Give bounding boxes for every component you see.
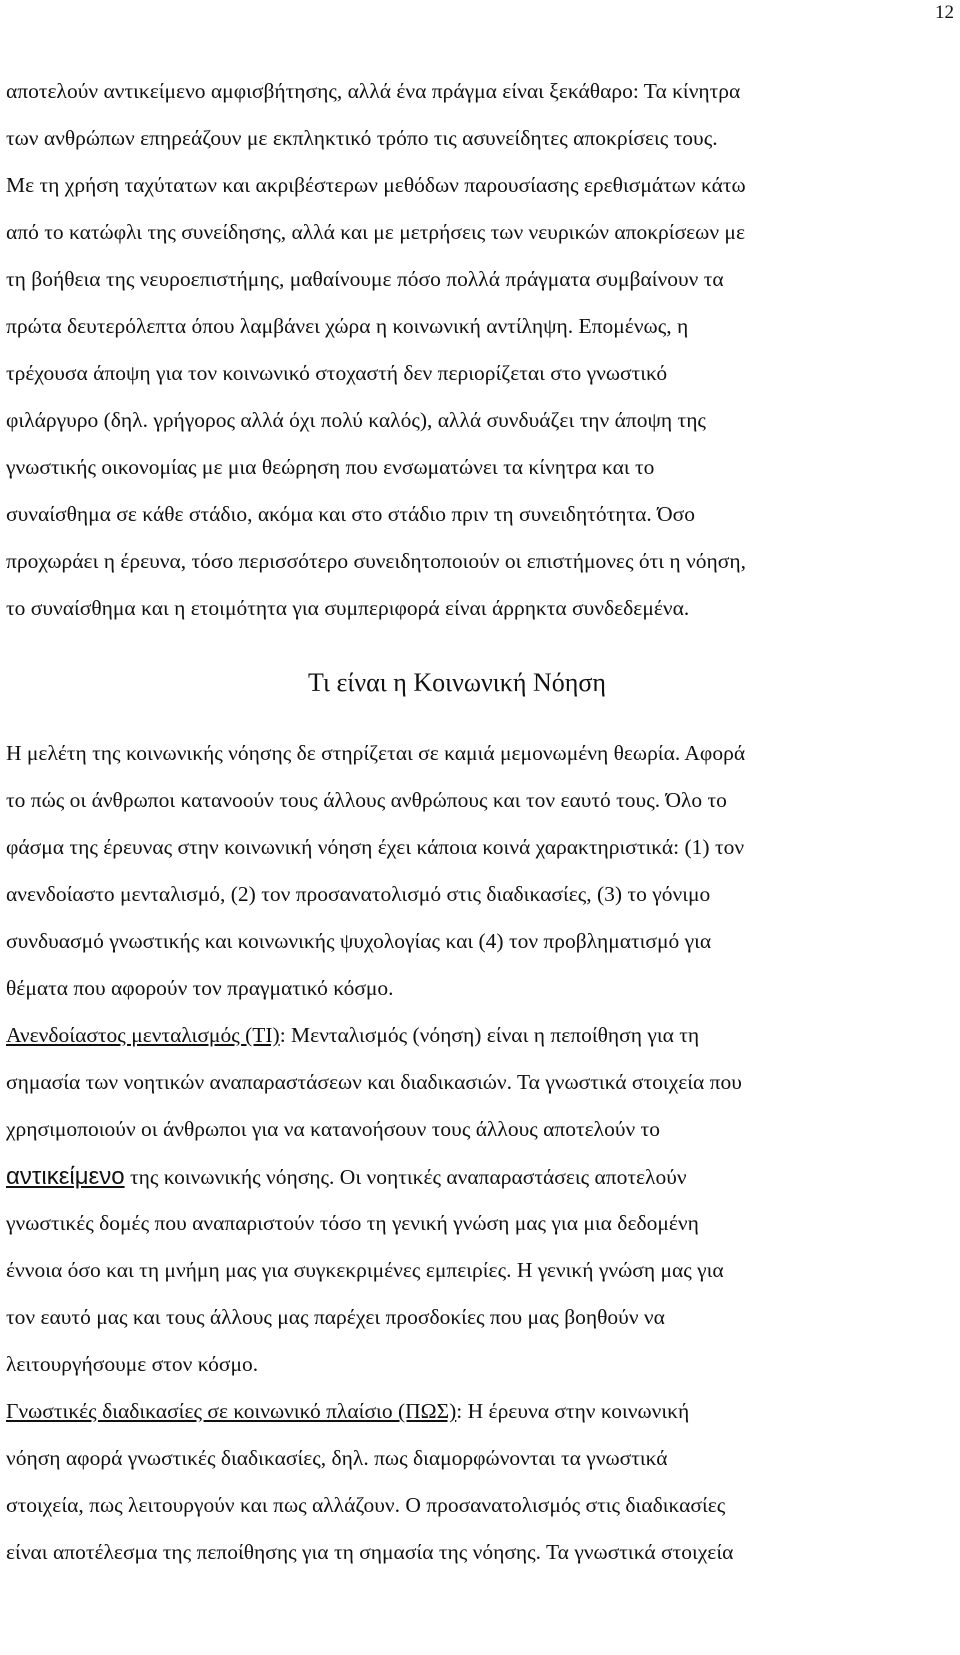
- text-line: γνωστικής οικονομίας με μια θεώρηση που ενσωματώνει τα κίνητρα και το: [6, 455, 655, 479]
- text-line: συνδυασμό γνωστικής και κοινωνικής ψυχολογίας και (4) τον προβληματισμό για: [6, 929, 712, 953]
- text-line: τη βοήθεια της νευροεπιστήμης, μαθαίνουμε πόσο πολλά πράγματα συμβαίνουν τα: [6, 267, 724, 291]
- text-line: σημασία των νοητικών αναπαραστάσεων και διαδικασιών. Τα γνωστικά στοιχεία που: [6, 1070, 742, 1094]
- text-line: πρώτα δευτερόλεπτα όπου λαμβάνει χώρα η κοινωνική αντίληψη. Επομένως, η: [6, 314, 689, 338]
- text-line: γνωστικές δομές που αναπαριστούν τόσο τη γενική γνώση μας για μια δεδομένη: [6, 1211, 699, 1235]
- text-line: φάσμα της έρευνας στην κοινωνική νόηση έχει κάποια κοινά χαρακτηριστικά: (1) τον: [6, 835, 745, 859]
- text-line: τρέχουσα άποψη για τον κοινωνικό στοχαστή δεν περιορίζεται στο γνωστικό: [6, 361, 668, 385]
- text-line: [6, 1153, 908, 1200]
- term-cognitive-processes: Γνωστικές διαδικασίες σε κοινωνικό πλαίσιο (ΠΩΣ): [6, 1399, 457, 1423]
- text-line: [6, 1388, 908, 1435]
- text-span: : Μενταλισμός (νόηση) είναι η πεποίθηση για τη: [279, 1023, 700, 1047]
- term-mentalism: Ανενδοίαστος μενταλισμός (ΤΙ): [6, 1023, 280, 1047]
- paragraph-cognitive-processes: [6, 1388, 908, 1576]
- text-span: της κοινωνικής νόησης. Οι νοητικές αναπαραστάσεις αποτελούν: [124, 1165, 687, 1189]
- text-line: λειτουργήσουμε στον κόσμο.: [6, 1352, 259, 1376]
- document-body: [6, 68, 908, 1576]
- text-line: ανενδοίαστο μενταλισμό, (2) τον προσανατολισμό στις διαδικασίες, (3) το γόνιμο: [6, 882, 711, 906]
- page-number: 12: [935, 2, 954, 23]
- text-line: νόηση αφορά γνωστικές διαδικασίες, δηλ. πως διαμορφώνονται τα γνωστικά: [6, 1446, 668, 1470]
- text-line: στοιχεία, πως λειτουργούν και πως αλλάζουν. Ο προσανατολισμός στις διαδικασίες: [6, 1493, 726, 1517]
- text-line: χρησιμοποιούν οι άνθρωποι για να κατανοήσουν τους άλλους αποτελούν το: [6, 1117, 660, 1141]
- paragraph-motives: [6, 68, 908, 632]
- text-line: το συναίσθημα και η ετοιμότητα για συμπεριφορά είναι άρρηκτα συνδεδεμένα.: [6, 596, 690, 620]
- text-line: είναι αποτέλεσμα της πεποίθησης για τη σημασία της νόησης. Τα γνωστικά στοιχεία: [6, 1540, 734, 1564]
- text-line: φιλάργυρο (δηλ. γρήγορος αλλά όχι πολύ καλός), αλλά συνδυάζει την άποψη της: [6, 408, 706, 432]
- text-line: [6, 1012, 908, 1059]
- object-link[interactable]: αντικείμενο: [6, 1163, 125, 1190]
- paragraph-social-cognition: [6, 730, 908, 1012]
- text-line: αποτελούν αντικείμενο αμφισβήτησης, αλλά ένα πράγμα είναι ξεκάθαρο: Τα κίνητρα: [6, 79, 741, 103]
- text-line: προχωράει η έρευνα, τόσο περισσότερο συνειδητοποιούν οι επιστήμονες ότι η νόηση,: [6, 549, 746, 573]
- section-heading: Τι είναι η Κοινωνική Νόηση: [308, 668, 606, 697]
- text-line: έννοια όσο και τη μνήμη μας για συγκεκριμένες εμπειρίες. Η γενική γνώση μας για: [6, 1258, 724, 1282]
- paragraph-mentalism: [6, 1012, 908, 1388]
- text-line: Με τη χρήση ταχύτατων και ακριβέστερων μεθόδων παρουσίασης ερεθισμάτων κάτω: [6, 173, 746, 197]
- text-line: το πώς οι άνθρωποι κατανοούν τους άλλους ανθρώπους και τον εαυτό τους. Όλο το: [6, 788, 727, 812]
- text-span: : Η έρευνα στην κοινωνική: [456, 1399, 690, 1423]
- text-line: Η μελέτη της κοινωνικής νόησης δε στηρίζεται σε καμιά μεμονωμένη θεωρία. Αφορά: [6, 741, 746, 765]
- text-line: συναίσθημα σε κάθε στάδιο, ακόμα και στο στάδιο πριν τη συνειδητότητα. Όσο: [6, 502, 695, 526]
- text-line: από το κατώφλι της συνείδησης, αλλά και με μετρήσεις των νευρικών αποκρίσεων με: [6, 220, 745, 244]
- text-line: των ανθρώπων επηρεάζουν με εκπληκτικό τρόπο τις ασυνείδητες αποκρίσεις τους.: [6, 126, 718, 150]
- text-line: τον εαυτό μας και τους άλλους μας παρέχει προσδοκίες που μας βοηθούν να: [6, 1305, 665, 1329]
- text-line: θέματα που αφορούν τον πραγματικό κόσμο.: [6, 976, 394, 1000]
